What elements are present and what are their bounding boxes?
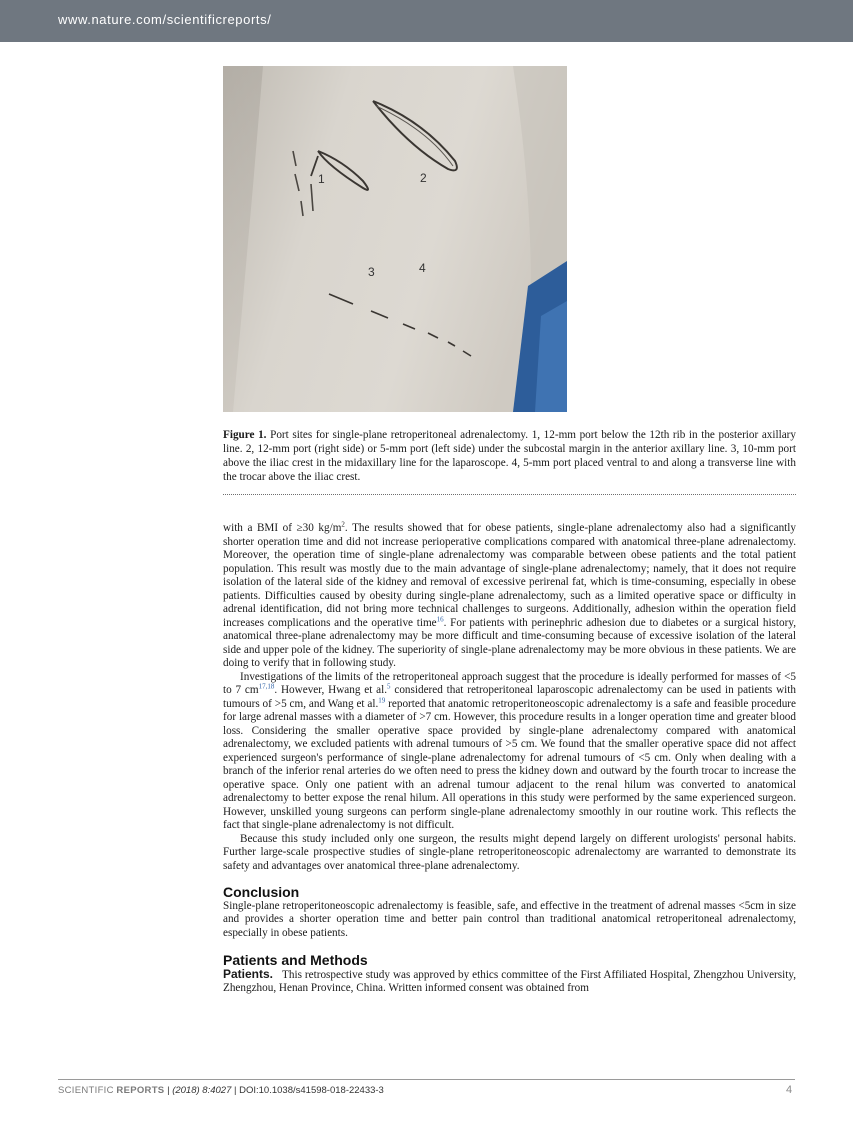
figure-1-photo [223,66,567,412]
footer-divider [58,1079,795,1080]
port-label-1: 1 [318,172,325,186]
journal-url[interactable]: www.nature.com/scientificreports/ [58,12,272,27]
text-run: . However, Hwang et al. [274,684,388,696]
journal-name-b: REPORTS [116,1085,165,1096]
conclusion-heading: Conclusion [223,884,300,900]
paragraph-1 [223,522,796,671]
paragraph-3: Because this study included only one surgeon, the results might depend largely on different urologists' personal habits. Further large-scale prospective studies of single-plane retroperitoneoscopic adrenalectomy are warranted to demonstrate its safety and advantages over anatomical three-plane adrenalectomy. [223,832,796,872]
page-number: 4 [786,1084,793,1096]
citation: (2018) 8:4027 [172,1085,232,1096]
citation-ref[interactable]: 19 [378,695,386,704]
text-run: . For patients with perinephric adhesion due to diabetes or a surgical history, anatomical three-plane adrenalectomy may be more difficult and time-consuming because of excessive isolation of the lateral side and upper pole of the kidney. The superiority of single-plane adrenalectomy may be more obvious in these patients. We are doing to verify that in following study. [223,616,796,669]
port-label-3: 3 [368,265,375,279]
journal-name-a: SCIENTIFIC [58,1085,114,1096]
port-label-2: 2 [420,171,427,185]
paragraph-2 [223,671,796,833]
citation-ref[interactable]: 17,18 [258,682,275,691]
text-run: Investigations of the limits of the retroperitoneal approach suggest that the procedure is ideally performed for masses of <5 to 7 cm [223,670,796,696]
patients-text: This retrospective study was approved by ethics committee of the First Affiliated Hospital, Zhengzhou University, Zhengzhou, Henan Province, China. Written informed consent was obtained from [223,968,796,994]
doi-link[interactable]: DOI:10.1038/s41598-018-22433-3 [239,1085,384,1096]
caption-divider [223,494,796,495]
patients-subheading: Patients. [223,966,274,981]
text-run: with a BMI of ≥30 kg/m [223,522,342,534]
superscript: 2 [341,520,345,529]
citation-ref[interactable]: 5 [387,682,391,691]
text-run: considered that retroperitoneal laparoscopic adrenalectomy can be used in patients with tumours of >5 cm, and Wang et al. [223,684,796,710]
figure-caption [223,428,796,484]
port-label-4: 4 [419,261,426,275]
caption-label: Figure 1. [223,429,267,441]
article-body [223,522,796,996]
header-bar [0,0,853,42]
text-run: . The results showed that for obese patients, single-plane adrenalectomy also had a significantly shorter operation time and did not increase perioperative complications compared with anatomical three-plane adrenalectomy. Moreover, the operation time of single-plane adrenalectomy was comparable between obese patients and the total patient population. This result was mostly due to the main advantage of single-plane adrenalectomy; namely, that it does not require isolation of the lateral side of the kidney and removal of excessive perirenal fat, which is time-consuming, especially in obese patients. Difficulties caused by obesity during single-plane adrenalectomy, such as a limited operative space or difficulty in adrenal identification, did not bring more technical challenges to surgeons. Additionally, adhesion within the operation field increases complications and the operative time [223,522,796,629]
conclusion-text: Single-plane retroperitoneoscopic adrenalectomy is feasible, safe, and effective in the treatment of adrenal masses <5cm in size and provides a shorter operation time and better pain control than traditional anatomical retroperitoneal adrenalectomy, especially in obese patients. [223,899,796,939]
caption-text: Port sites for single-plane retroperitoneal adrenalectomy. 1, 12-mm port below the 12th rib in the posterior axillary line. 2, 12-mm port (right side) or 5-mm port (left side) under the subcostal margin in the anterior axillary line. 3, 10-mm port above the iliac crest in the midaxillary line for the laparoscope. 4, 5-mm port placed ventral to and along a transverse line with the trocar above the iliac crest. [223,429,797,483]
methods-heading: Patients and Methods [223,952,368,968]
port-sites-photo [223,66,567,412]
citation-ref[interactable]: 16 [436,614,444,623]
text-run: reported that anatomic retroperitoneoscopic adrenalectomy is a safe and feasible procedure for large adrenal masses with a diameter of >7 cm. However, this procedure results in a longer operation time and greater blood loss. Considering the smaller operative space provided by single-plane adrenalectomy compared with anatomical adrenalectomy, we excluded patients with adrenal tumours of >5 cm. We found that the smaller operative space did not affect experienced surgeon's performance of single-plane adrenalectomy for adrenal tumours of <5 cm. Only when dealing with a branch of the inferior renal arteries do we often need to press the kidney down and outward by the fourth trocar to increase the operative space. Only one patient with an adrenal tumour adjacent to the renal hilum was converted to anatomical adrenalectomy to better expose the renal hilum. All operations in this study were performed by the same experienced surgeon. However, unskilled young surgeons can perform single-plane adrenalectomy smoothly in our routine work. This reflects the fact that single-plane adrenalectomy is not difficult. [223,697,796,831]
footer: SCIENTIFIC REPORTS | (2018) 8:4027 | DOI:10.1038/s41598-018-22433-3 [58,1085,384,1096]
patients-paragraph [223,968,796,996]
